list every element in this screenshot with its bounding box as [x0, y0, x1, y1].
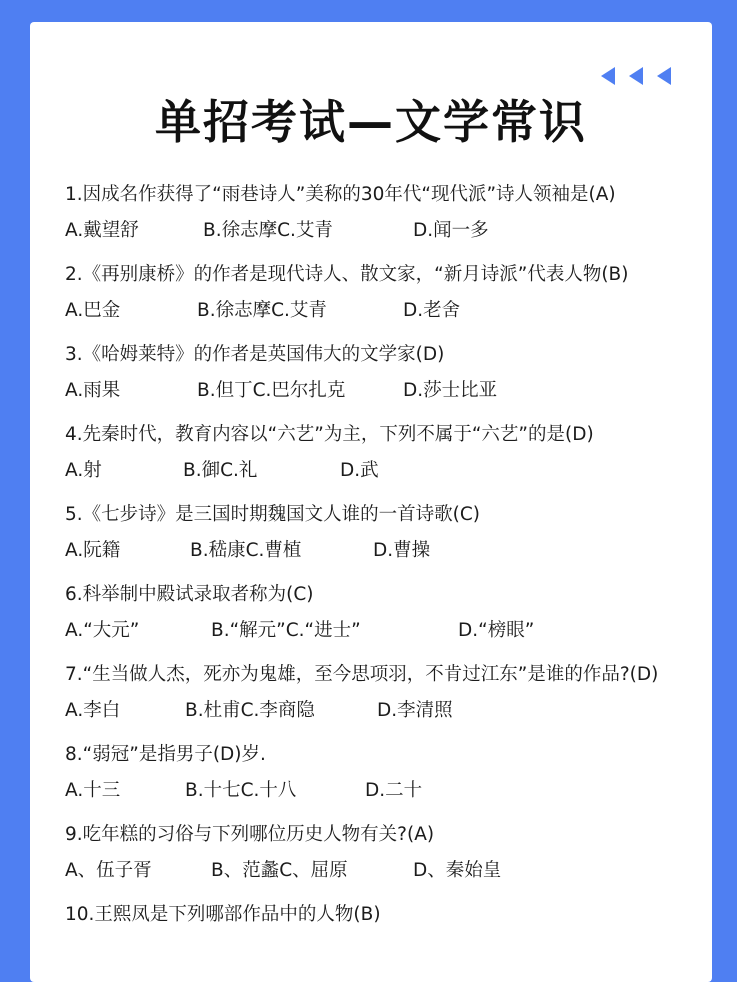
question-options: [65, 373, 692, 409]
question-stem: 3.《哈姆莱特》的作者是英国伟大的文学家(D): [65, 344, 445, 365]
option-text: D.李清照: [377, 700, 453, 721]
option-text: D.闻一多: [413, 220, 489, 241]
question-options: [65, 293, 692, 329]
option-text: D.老舍: [403, 300, 461, 321]
option-text: D.曹操: [373, 540, 431, 561]
option-text: B.但丁C.巴尔扎克: [197, 380, 346, 401]
question-options: [65, 453, 692, 489]
question-stem: 2.《再别康桥》的作者是现代诗人、散文家，“新月诗派”代表人物(B): [65, 264, 629, 285]
option-text: B.徐志摩C.艾青: [197, 300, 327, 321]
option-text: B.十七C.十八: [185, 780, 297, 801]
option-text: B、范蠡C、屈原: [211, 860, 348, 881]
question-item: [65, 417, 692, 489]
question-item: [65, 817, 692, 889]
question-options: [65, 853, 692, 889]
option-text: A.戴望舒: [65, 220, 139, 241]
question-options: [65, 613, 692, 649]
question-item: [65, 177, 692, 249]
question-stem: 10.王熙凤是下列哪部作品中的人物(B): [65, 904, 381, 925]
option-text: A.雨果: [65, 380, 121, 401]
question-stem: 8.“弱冠”是指男子(D)岁.: [65, 744, 266, 765]
question-item: [65, 577, 692, 649]
option-text: D.二十: [365, 780, 423, 801]
question-stem: 9.吃年糕的习俗与下列哪位历史人物有关?(A): [65, 824, 435, 845]
option-text: A.李白: [65, 700, 121, 721]
triangle-left-icon: [628, 66, 644, 86]
option-text: B.御C.礼: [183, 460, 258, 481]
question-item: [65, 497, 692, 569]
option-text: D.莎士比亚: [403, 380, 498, 401]
question-stem: 5.《七步诗》是三国时期魏国文人谁的一首诗歌(C): [65, 504, 481, 525]
question-stem: 1.因成名作获得了“雨巷诗人”美称的30年代“现代派”诗人领袖是(A): [65, 184, 616, 205]
option-text: B.徐志摩C.艾青: [203, 220, 333, 241]
triangle-left-icon: [600, 66, 616, 86]
option-text: D、秦始皇: [413, 860, 502, 881]
option-text: A、伍子胥: [65, 860, 152, 881]
option-text: A.射: [65, 460, 102, 481]
question-stem: 4.先秦时代，教育内容以“六艺”为主，下列不属于“六艺”的是(D): [65, 424, 594, 445]
question-item: [65, 737, 692, 809]
triangle-left-icon: [656, 66, 672, 86]
option-text: B.杜甫C.李商隐: [185, 700, 315, 721]
option-text: A.巴金: [65, 300, 121, 321]
question-stem: 7.“生当做人杰，死亦为鬼雄，至今思项羽，不肯过江东”是谁的作品?(D): [65, 664, 659, 685]
question-item: [65, 337, 692, 409]
option-text: A.阮籍: [65, 540, 121, 561]
question-options: [65, 533, 692, 569]
page-title: 单招考试—文学常识: [155, 95, 587, 149]
question-list: [65, 177, 692, 941]
option-text: B.嵇康C.曹植: [190, 540, 302, 561]
document-card: [30, 22, 712, 982]
option-text: A.十三: [65, 780, 121, 801]
question-item: [65, 657, 692, 729]
decorative-arrows: [600, 66, 672, 86]
question-item: [65, 257, 692, 329]
option-text: B.“解元”C.“进士”: [211, 620, 361, 641]
question-options: [65, 213, 692, 249]
option-text: D.武: [340, 460, 379, 481]
question-options: [65, 773, 692, 809]
option-text: A.“大元”: [65, 620, 140, 641]
question-stem: 6.科举制中殿试录取者称为(C): [65, 584, 314, 605]
question-options: [65, 693, 692, 729]
question-item: [65, 897, 692, 933]
option-text: D.“榜眼”: [458, 620, 535, 641]
